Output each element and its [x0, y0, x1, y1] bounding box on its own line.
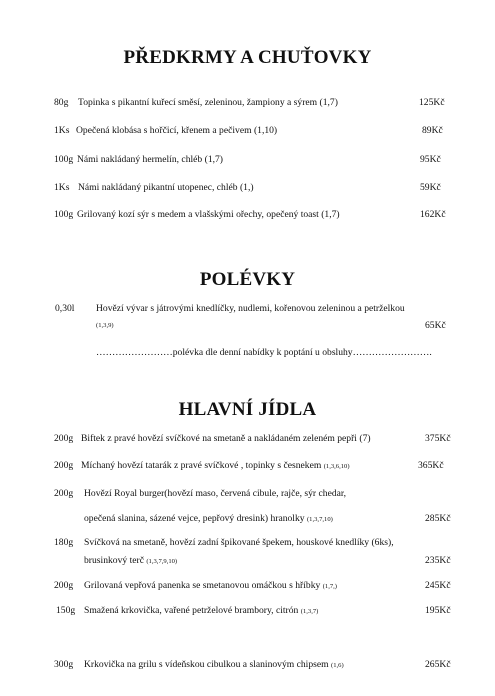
item-name: Hovězí vývar s játrovými knedlíčky, nudlemi, kořenovou zeleninou a petrželkou	[96, 303, 405, 314]
item-qty: 80g	[54, 97, 69, 108]
item-qty: 1Ks	[54, 125, 70, 136]
item-name: Grilovaný kozí sýr s medem a vlašskými ořechy, opečený toast	[77, 209, 319, 220]
item-price: 162Kč	[420, 209, 446, 220]
item-description	[78, 182, 254, 193]
item-description	[77, 209, 340, 220]
item-description	[81, 433, 371, 444]
item-price: 365Kč	[418, 460, 444, 471]
item-name: Biftek z pravé hovězí svíčkové na smetaně a nakládaném zeleném pepři	[81, 433, 357, 444]
item-price: 245Kč	[425, 580, 451, 591]
item-allergens: (1,6)	[331, 662, 344, 669]
item-description-line2	[84, 513, 333, 524]
item-name: Topinka s pikantní kuřecí směsí, zeleninou, žampiony a sýrem	[78, 97, 318, 108]
item-price: 65Kč	[425, 320, 446, 331]
item-allergens: (1,)	[239, 182, 254, 193]
item-description	[76, 125, 277, 136]
item-name: Krkovička na grilu s vídeňskou cibulkou a slaninovým chipsem	[84, 659, 329, 670]
item-allergens: (7)	[359, 433, 371, 444]
item-name: Míchaný hovězí tatarák z pravé svíčkové , topinky s česnekem	[81, 460, 322, 471]
item-description	[81, 460, 350, 471]
item-qty: 200g	[54, 460, 74, 471]
item-description	[84, 605, 318, 616]
item-name: Opečená klobása s hořčicí, křenem a pečivem	[76, 125, 252, 136]
section-title-mains: HLAVNÍ JÍDLA	[178, 399, 317, 420]
soup-daily-note: ……………………polévka dle denní nabídky k poptání u obsluhy…………………….	[96, 347, 432, 358]
item-price: 285Kč	[425, 513, 451, 524]
item-qty: 200g	[54, 488, 74, 499]
item-name: Námi nakládaný pikantní utopenec, chléb	[78, 182, 238, 193]
item-qty: 100g	[54, 154, 74, 165]
section-title-starters: PŘEDKRMY A CHUŤOVKY	[123, 47, 372, 68]
item-qty: 0,30l	[55, 303, 75, 314]
item-allergens: (1,7)	[204, 154, 224, 165]
item-description	[78, 97, 338, 108]
item-description	[84, 580, 337, 591]
item-qty: 100g	[54, 209, 74, 220]
item-qty: 200g	[54, 580, 74, 591]
item-allergens: (1,10)	[253, 125, 278, 136]
item-price: 125Kč	[419, 97, 445, 108]
item-price: 235Kč	[425, 555, 451, 566]
item-allergens: (1,3,7,10)	[306, 516, 333, 523]
item-name: Smažená krkovička, vařené petrželové brambory, citrón	[84, 605, 299, 616]
item-allergens: (1,3,7)	[300, 608, 319, 615]
item-qty: 180g	[54, 537, 74, 548]
section-title-soups: POLÉVKY	[199, 269, 296, 290]
item-qty: 200g	[54, 433, 74, 444]
item-price: 95Kč	[420, 154, 441, 165]
item-description-line2	[84, 555, 177, 566]
item-price: 59Kč	[420, 182, 441, 193]
item-description	[84, 659, 344, 670]
item-name-line2: brusinkový terč	[84, 555, 144, 566]
item-price: 195Kč	[425, 605, 451, 616]
item-allergens: (1,7,)	[322, 583, 338, 590]
item-description	[77, 154, 223, 165]
item-qty: 1Ks	[54, 182, 70, 193]
item-name: Hovězí Royal burger(hovězí maso, červená cibule, rajče, sýr chedar,	[84, 488, 347, 499]
item-qty: 150g	[56, 605, 76, 616]
item-price: 265Kč	[425, 659, 451, 670]
item-name: Grilovaná vepřová panenka se smetanovou omáčkou s hříbky	[84, 580, 321, 591]
item-price: 375Kč	[425, 433, 451, 444]
item-name: Svíčková na smetaně, hovězí zadní špikované špekem, houskové knedlíky (6ks),	[84, 537, 394, 548]
item-allergens: (1,7)	[319, 97, 338, 108]
item-name: Námi nakládaný hermelín, chléb	[77, 154, 203, 165]
item-name-line2: opečená slanina, sázené vejce, pepřový dresink) hranolky	[84, 513, 305, 524]
item-allergens: (1,7)	[321, 209, 340, 220]
item-price: 89Kč	[422, 125, 443, 136]
item-allergens: (1,3,9)	[96, 322, 114, 329]
item-qty: 300g	[54, 659, 74, 670]
item-allergens: (1,3,6,10)	[323, 463, 350, 470]
item-allergens: (1,3,7,9,10)	[146, 558, 178, 565]
